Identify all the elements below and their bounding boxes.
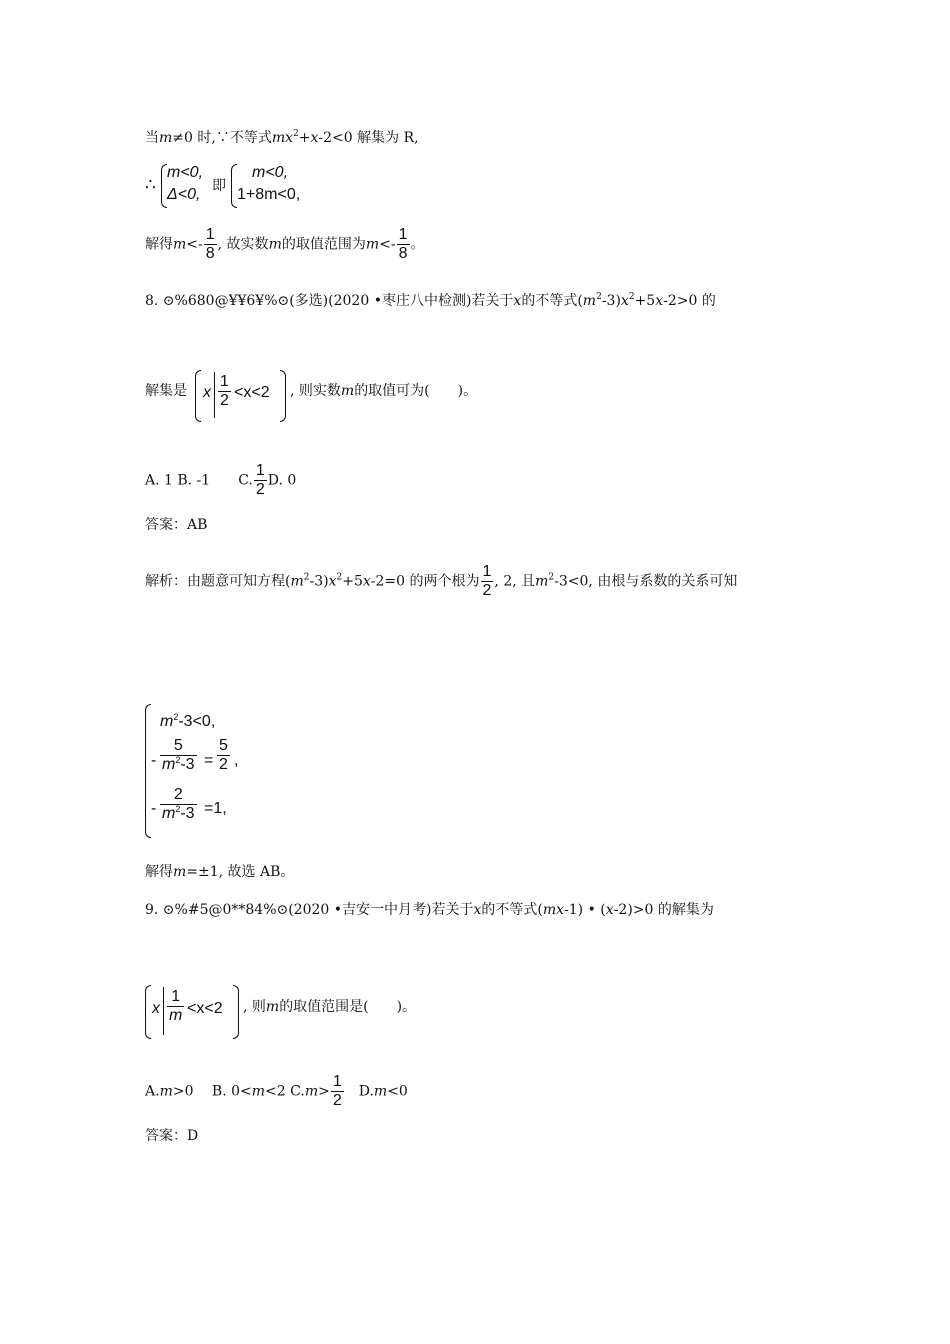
inequality-text: <x<2 bbox=[187, 1000, 223, 1017]
var-mx: mx bbox=[542, 902, 565, 918]
equals: = bbox=[204, 752, 214, 769]
fraction bbox=[254, 462, 267, 499]
text: +5 bbox=[342, 573, 363, 590]
denominator: 2 bbox=[482, 582, 492, 599]
text: -2)>0 的解集为 bbox=[613, 902, 714, 918]
var-x: x bbox=[605, 902, 614, 918]
text: , 则实数 bbox=[290, 383, 341, 399]
answer-9 bbox=[145, 1126, 198, 1146]
text: -2=0 的两个根为 bbox=[370, 573, 480, 590]
text: + bbox=[298, 130, 311, 146]
text: > bbox=[318, 1083, 330, 1100]
question-9-stem bbox=[145, 900, 714, 920]
answer-text: 答案：AB bbox=[145, 517, 208, 533]
var-x: x bbox=[328, 573, 337, 590]
answer-text: 答案：D bbox=[145, 1128, 199, 1144]
text: 的不等式( bbox=[481, 902, 543, 918]
fraction bbox=[160, 737, 197, 774]
var-m: m bbox=[162, 756, 176, 773]
var-x: x bbox=[655, 293, 664, 309]
var-m: m bbox=[290, 573, 304, 590]
text: -3 bbox=[180, 805, 195, 822]
text: 的取值范围是( )。 bbox=[279, 999, 417, 1015]
var-m: m bbox=[265, 999, 280, 1015]
right-brace bbox=[280, 370, 286, 422]
text: 的取值可为( )。 bbox=[354, 383, 478, 399]
numerator: 1 bbox=[220, 373, 229, 390]
text: -3 bbox=[180, 756, 195, 773]
numerator: 1 bbox=[398, 226, 408, 243]
fraction bbox=[167, 988, 184, 1025]
var-x: x bbox=[513, 293, 522, 309]
text: >0 B. 0< bbox=[172, 1083, 252, 1100]
var-m: m bbox=[304, 1083, 319, 1100]
numerator: 1 bbox=[255, 462, 265, 479]
minus-sign: - bbox=[151, 800, 157, 817]
text: 9. ⊙%#5@0**84%⊙(2020 •吉安一中月考)若关于 bbox=[145, 902, 474, 918]
var-m: m bbox=[173, 236, 187, 253]
numerator: 5 bbox=[160, 737, 197, 756]
set-divider bbox=[163, 987, 164, 1035]
exponent: 2 bbox=[548, 572, 555, 583]
var-m: m bbox=[268, 236, 282, 253]
denominator: 8 bbox=[398, 245, 408, 262]
denominator bbox=[160, 756, 197, 774]
denominator: 2 bbox=[220, 392, 229, 409]
text: +5 bbox=[634, 293, 656, 309]
text: =±1, 故选 AB。 bbox=[186, 864, 295, 880]
left-brace bbox=[195, 370, 201, 422]
text: , 2, 且 bbox=[494, 573, 536, 590]
inequality-text: <x<2 bbox=[234, 384, 270, 401]
exponent: 2 bbox=[173, 712, 179, 722]
exponent: 2 bbox=[175, 804, 181, 814]
ji-text: 即 bbox=[212, 178, 226, 194]
text: , 则 bbox=[243, 999, 266, 1015]
text: 。 bbox=[410, 236, 425, 253]
fraction bbox=[204, 226, 217, 263]
comma: , bbox=[234, 752, 239, 769]
text: -3) bbox=[309, 573, 329, 590]
var-m: m bbox=[159, 130, 173, 146]
var-x: x bbox=[310, 130, 319, 146]
text: <2 C. bbox=[265, 1083, 305, 1100]
var-m: m bbox=[373, 1083, 388, 1100]
text: 的取值范围为 bbox=[281, 236, 366, 253]
question-8-options bbox=[145, 462, 296, 499]
text: D. bbox=[344, 1083, 374, 1100]
text: -2>0 的 bbox=[663, 293, 716, 309]
denominator: 2 bbox=[255, 481, 265, 498]
var-x: x bbox=[362, 573, 371, 590]
text: -3<0, 由根与系数的关系可知 bbox=[554, 573, 738, 590]
condition-line bbox=[145, 128, 419, 148]
numerator: 1 bbox=[332, 1073, 342, 1090]
text: 解得 bbox=[145, 236, 173, 253]
row-text: m<0, bbox=[252, 164, 289, 181]
fraction bbox=[217, 737, 230, 774]
fraction bbox=[160, 786, 197, 823]
var-m: m bbox=[159, 1083, 173, 1100]
exponent: 2 bbox=[628, 292, 635, 302]
set-tail bbox=[243, 996, 416, 1016]
minus-sign: - bbox=[151, 752, 157, 769]
text: ≠0 时,∵不等式 bbox=[172, 130, 272, 146]
fraction bbox=[218, 373, 231, 410]
sys1-row1 bbox=[167, 164, 203, 182]
left-brace bbox=[145, 985, 151, 1039]
var-m: m bbox=[162, 805, 176, 822]
equals-one: =1, bbox=[204, 800, 227, 817]
row-text: m<0, bbox=[167, 164, 204, 181]
var-x: x bbox=[620, 293, 629, 309]
denominator bbox=[160, 805, 197, 823]
question-9-options bbox=[145, 1073, 408, 1110]
row-text: 1+8m<0, bbox=[237, 186, 301, 203]
exponent: 2 bbox=[303, 572, 310, 583]
text: <- bbox=[379, 236, 396, 253]
sys1-row3 bbox=[252, 164, 288, 182]
row-text: Δ<0, bbox=[167, 186, 201, 203]
text: 解集是 bbox=[145, 383, 187, 399]
var-m: m bbox=[535, 573, 549, 590]
sys1-row2 bbox=[167, 186, 200, 204]
denominator: 2 bbox=[219, 756, 228, 773]
analysis-8 bbox=[145, 563, 737, 600]
exponent: 2 bbox=[336, 572, 343, 583]
text: 的不等式( bbox=[521, 293, 583, 309]
denominator: 8 bbox=[205, 245, 215, 262]
text: -1) • ( bbox=[564, 902, 606, 918]
exponent: 2 bbox=[596, 292, 602, 302]
text: A. bbox=[145, 1083, 160, 1100]
fraction bbox=[331, 1073, 344, 1110]
var-mx: mx bbox=[271, 130, 293, 146]
text: 8. ⊙%680@¥¥6¥%⊙(多选)(2020 •枣庄八中检测)若关于 bbox=[145, 293, 514, 309]
text: -3<0, bbox=[178, 713, 216, 730]
numerator: 2 bbox=[160, 786, 197, 805]
var-m: m bbox=[340, 383, 355, 399]
denominator: m bbox=[169, 1007, 183, 1024]
var-x: x bbox=[473, 902, 482, 918]
fraction bbox=[397, 226, 410, 263]
options-text: A. 1 B. -1 C. bbox=[145, 472, 253, 489]
question-8-stem bbox=[145, 291, 716, 311]
text: -3) bbox=[601, 293, 621, 309]
var-x: x bbox=[203, 384, 211, 401]
sys2-row1 bbox=[160, 713, 215, 731]
text: <- bbox=[186, 236, 203, 253]
sys1-row4 bbox=[237, 186, 300, 204]
text: 解析：由题意可知方程( bbox=[145, 573, 291, 590]
text: 解得 bbox=[145, 864, 173, 880]
right-brace bbox=[233, 985, 239, 1039]
var-m: m bbox=[365, 236, 380, 253]
exponent: 2 bbox=[293, 129, 299, 139]
var-m: m bbox=[251, 1083, 266, 1100]
answer-8 bbox=[145, 515, 207, 535]
var-x: x bbox=[152, 1000, 160, 1017]
set-tail bbox=[290, 380, 477, 400]
numerator: 5 bbox=[219, 737, 228, 754]
options-text: D. 0 bbox=[267, 472, 297, 489]
text: , 故实数 bbox=[217, 236, 269, 253]
fraction bbox=[481, 563, 494, 600]
numerator: 1 bbox=[482, 563, 492, 580]
var-m: m bbox=[160, 713, 174, 730]
var-m: m bbox=[582, 293, 597, 309]
numerator: 1 bbox=[205, 226, 215, 243]
var-m: m bbox=[173, 864, 187, 880]
therefore-symbol: ∴ bbox=[145, 175, 156, 194]
exponent: 2 bbox=[175, 755, 181, 765]
text: -2<0 解集为 R, bbox=[318, 130, 419, 146]
text: 当 bbox=[145, 130, 159, 146]
solution-8 bbox=[145, 862, 294, 882]
result-line bbox=[145, 226, 425, 263]
numerator: 1 bbox=[167, 988, 184, 1007]
set-divider bbox=[214, 372, 215, 418]
denominator: 2 bbox=[332, 1092, 342, 1109]
text: <0 bbox=[387, 1083, 408, 1100]
